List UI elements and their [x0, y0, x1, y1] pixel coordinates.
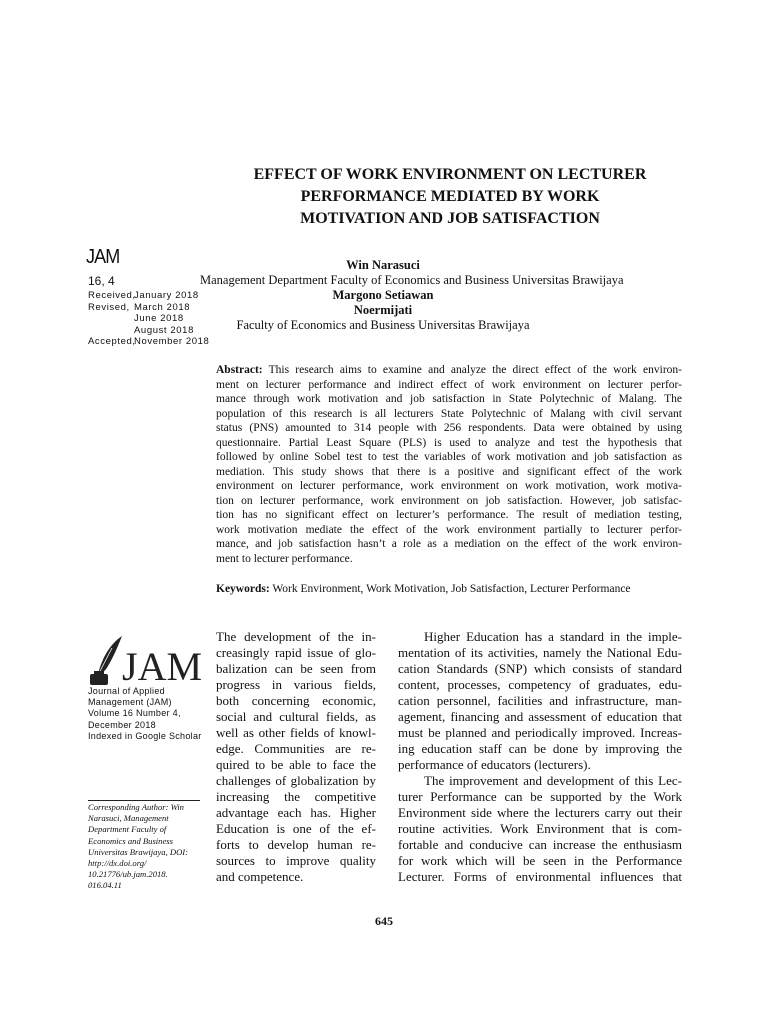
body-line: mentation of its activities, namely the National Edu- [398, 645, 682, 660]
author-name: Margono Setiawan [332, 288, 434, 302]
quill-inkwell-icon [88, 634, 208, 688]
body-line: edge. Communities are re- [216, 741, 376, 756]
title-line: PERFORMANCE MEDIATED BY WORK [300, 188, 600, 205]
corresponding-line: Corresponding Author: Win [88, 802, 184, 812]
history-label: Revised, [88, 301, 130, 313]
corresponding-line: Department Faculty of [88, 824, 167, 835]
author-block [200, 258, 624, 333]
abstract-label: Abstract: [216, 364, 263, 376]
body-line: increasing the competitive [216, 789, 376, 804]
body-line: quired to be able to face the [216, 757, 376, 772]
history-date: March 2018 [134, 301, 191, 313]
body-column-left [216, 629, 376, 885]
body-line: balization can be seen from [216, 661, 376, 676]
title-line: EFFECT OF WORK ENVIRONMENT ON LECTURER [253, 166, 647, 183]
body-line: cation personnel, facilities and infrastructure, man- [398, 693, 682, 708]
body-line: both concerning economic, [216, 693, 376, 708]
history-revised [88, 313, 209, 325]
abstract-line: questionnaire. Partial Least Square (PLS) is used to analyze and test the hypothesis that [216, 436, 682, 449]
history-revised [88, 302, 209, 314]
author-affiliation: Management Department Faculty of Economics and Business Universitas Brawijaya [200, 273, 624, 287]
paper-title [200, 164, 700, 230]
abstract-line: environment on lecturer performance, work environment on work motivation, work motiva- [216, 480, 682, 492]
abstract-line: ment on lecturer performance and indirect effect of work environment on lecturer perfor- [216, 378, 682, 391]
title-line: MOTIVATION AND JOB SATISFACTION [300, 210, 600, 227]
body-line: ing education staff can be done by improving the [398, 741, 682, 756]
history-accepted [88, 336, 209, 348]
journal-info [88, 686, 202, 742]
body-column-right [398, 629, 682, 885]
page-number: 645 [375, 914, 393, 928]
abstract-line: mance, and job satisfaction hasn’t a role as a mediation on the effect of the work environ- [216, 538, 682, 550]
history-date: August 2018 [134, 324, 194, 336]
journal-info-line: December 2018 [88, 719, 156, 730]
body-line: must be planned and periodically improved. Increas- [398, 725, 682, 740]
body-line: agement, financing and assessment of education that [398, 709, 682, 724]
keywords-label: Keywords: [216, 583, 270, 595]
abstract-line: tion on lecturer performance, work environment on job satisfaction. However, job satisfac- [216, 494, 682, 507]
history-label: Received, [88, 290, 136, 301]
body-line: sources to improve quality [216, 853, 376, 868]
body-line: Education is one of the ef- [216, 821, 376, 836]
body-line: progress in various fields, [216, 677, 376, 692]
body-line: well as other fields of knowl- [216, 725, 376, 740]
abstract-line: mediation. This study shows that there is a positive and significant effect of the work [216, 465, 682, 478]
journal-info-line: Indexed in Google Scholar [88, 730, 202, 741]
history-date: November 2018 [134, 336, 210, 347]
corresponding-line: Narasuci, Management [88, 813, 169, 824]
volume-issue: 16, 4 [88, 274, 115, 288]
body-line: Environment side where the lecturers carry out their [398, 805, 682, 820]
journal-info-line: Management (JAM) [88, 697, 172, 708]
body-line: content, processes, competency of graduates, edu- [398, 677, 682, 692]
abstract-line [216, 363, 682, 378]
body-line: Higher Education has a standard in the imple- [424, 629, 682, 644]
abstract [216, 363, 682, 566]
author-affiliation: Faculty of Economics and Business Universitas Brawijaya [236, 318, 530, 332]
body-line: forts to develop human re- [216, 837, 376, 852]
jam-logo [88, 634, 208, 688]
journal-abbrev: JAM [86, 246, 120, 268]
body-line: social and cultural fields, as [216, 709, 376, 724]
abstract-text: This research aims to examine and analyze the direct effect of the work environ- [268, 364, 682, 376]
body-line: for work which will be seen in the Performance [398, 853, 682, 868]
body-line: challenges of globalization by [216, 773, 376, 788]
history-received [88, 290, 209, 302]
abstract-line: tion has no significant effect on lecturer’s performance. The result of mediation testing, [216, 509, 682, 521]
abstract-line: population of this research is all lecturers State Polytechnic of Malang with civil servant [216, 407, 682, 420]
abstract-line: work motivation mediate the effect of the work environment partially to lecturer perfor- [216, 523, 682, 536]
journal-info-line: Journal of Applied [88, 686, 165, 696]
history-revised [88, 325, 209, 337]
body-line: Lecturer. Forms of environmental influences that [398, 869, 682, 884]
history-label: Accepted, [88, 336, 136, 347]
abstract-line: followed by online Sobel test to test the variables of work motivation and job satisfaction as [216, 451, 682, 463]
body-line: cation Standards (SNP) which consists of standard [398, 661, 682, 676]
article-history [88, 290, 209, 348]
logo-text: JAM [122, 644, 203, 688]
keywords-text: Work Environment, Work Motivation, Job Satisfaction, Lecturer Performance [272, 583, 631, 595]
history-date: June 2018 [134, 313, 184, 324]
sidebar-divider [88, 800, 200, 801]
corresponding-line: Universitas Brawijaya, DOI: [88, 846, 189, 857]
body-line: fortable and conducive can increase the enthusiasm [398, 837, 682, 852]
body-line: advantage each has. Higher [216, 805, 376, 820]
body-line: turer Performance can be supported by the Work [398, 789, 682, 804]
author-name: Win Narasuci [346, 258, 420, 272]
journal-info-line: Volume 16 Number 4, [88, 708, 181, 719]
body-line: The improvement and development of this Lec- [424, 773, 682, 788]
body-line: creasingly rapid issue of glo- [216, 645, 376, 660]
author-name: Noermijati [353, 303, 413, 317]
body-line: and competence. [216, 869, 304, 884]
corresponding-line: Economics and Business [88, 835, 173, 846]
body-line: performance of educators (lecturers). [398, 757, 591, 772]
corresponding-line: 016.04.11 [88, 880, 122, 891]
history-date: January 2018 [134, 290, 199, 301]
corresponding-author [88, 802, 204, 892]
body-line: The development of the in- [216, 629, 376, 644]
abstract-line: status (PNS) amounted to 314 people with 256 respondents. Data were obtained by using [216, 422, 682, 434]
corresponding-line: http://dx.doi.org/ [88, 858, 147, 869]
abstract-line: mance through work motivation and job satisfaction in State Polytechnic of Malang. The [216, 393, 682, 405]
keywords [216, 583, 696, 595]
abstract-line: ment to lecturer performance. [216, 552, 353, 565]
body-line: routine activities. Work Environment that is com- [398, 821, 682, 836]
corresponding-line: 10.21776/ub.jam.2018. [88, 869, 168, 880]
